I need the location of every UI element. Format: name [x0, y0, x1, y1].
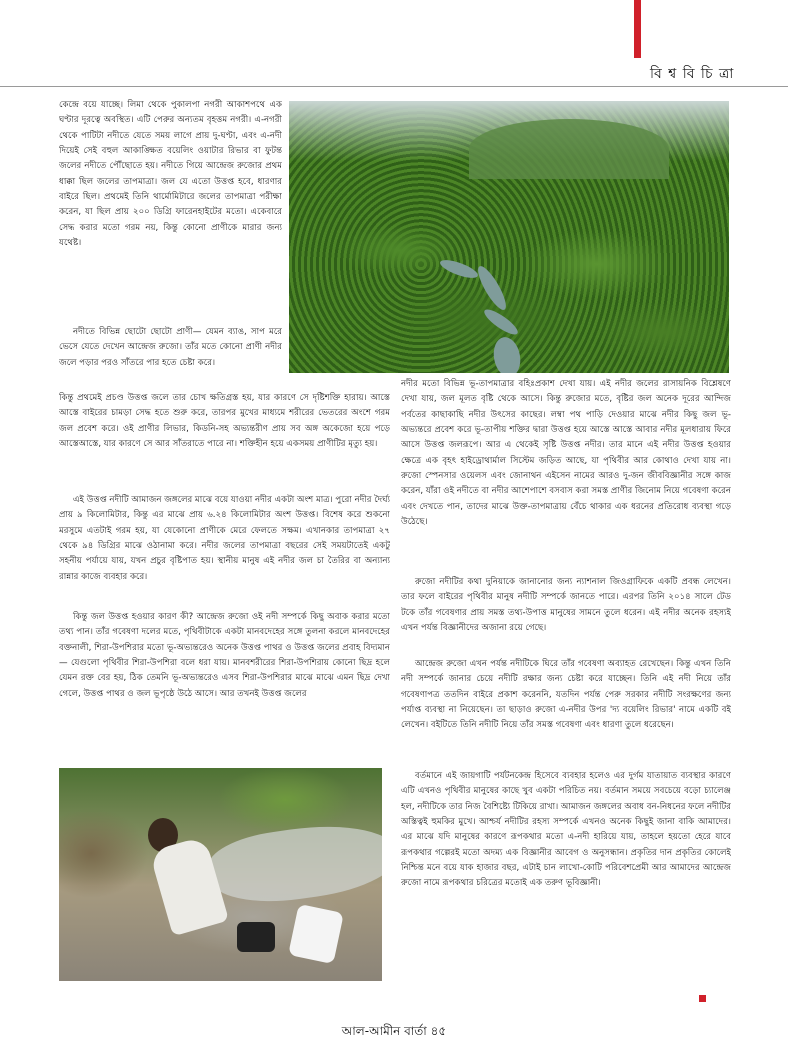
page-footer: [0, 1023, 788, 1043]
river-segment-3: [481, 306, 521, 339]
body-paragraph: কিন্তু জল উত্তপ্ত হওয়ার কারণ কী? আন্দ্রেজ রুজো ওই নদী সম্পর্কে কিছু অবাক করার মতো তথ্য পান। তাঁর গবেষণা দলের মতে, পৃথিবীটাকে একটা মানবদেহের সঙ্গে তুলনা করলে মানবদেহের বক্তনালী, শিরা-উপশিরার মতো ভূ-অভ্যন্তরেও অনেক উত্তপ্ত পাথর ও উত্তপ্ত জলের প্রবাহ বিদ্যমান— যেগুলো পৃথিবীর শিরা-উপশিরা বলে ধরা যায়। মানবশরীরের শিরা-উপশিরায় কোনো ছিদ্র হলে যেমন রক্ত বের হয়, ঠিক তেমনি ভূ-অভ্যন্তরেও এসব শিরা-উপশিরার মাঝে মাঝে এমন ছিদ্র দেখা গেলে, উত্তপ্ত পাথর ও জল ভূপৃষ্ঠে উঠে আসে। আর তখনই উত্তপ্ত জলের: [59, 612, 390, 699]
steaming-water: [205, 815, 382, 911]
page-number: ৪৫: [430, 1024, 447, 1038]
river-segment-2: [473, 263, 510, 313]
forest-river-photo: [289, 101, 729, 373]
body-paragraph: কিন্তু প্রথমেই প্রচণ্ড উত্তপ্ত জলে তার চোখ ক্ষতিগ্রস্ত হয়, যার কারণে সে দৃষ্টিশক্তি হারায়। আস্তে আস্তে বাইরের চামড়া সেদ্ধ হতে শুরু করে, তারপর মুখের মাধ্যমে শরীরের ভেতরের অংশে গরম জল প্রবেশ করে। ওই প্রাণীর লিভার, কিডনি-সহ অভ্যন্তরীণ প্রায় সব অঙ্গ অকেজো হয়ে পড়ে আস্তেআস্তে, যার কারণে সে আর সাঁতরাতে পারে না। শক্তিহীন হয়ে একসময় প্রাণীটির মৃত্যু হয়।: [59, 393, 390, 450]
body-paragraph: এই উত্তপ্ত নদীটি আমাজন জঙ্গলের মাঝে বয়ে যাওয়া নদীর একটা অংশ মাত্র। পুরো নদীর দৈর্ঘ্য প্রায় ৯ কিলোমিটার, কিন্তু এর মাঝে প্রায় ৬.২৪ কিলোমিটার অংশ উত্তপ্ত। বিশেষ করে শুকনো মরসুমে এতটাই গরম হয়, যা যেকোনো প্রাণীকে মেরে ফেলতে সক্ষম। এখানকার তাপমাত্রা ২৭ থেকে ৯৪ ডিগ্রির মাঝে ওঠানামা করে। নদীর জলের তাপমাত্রা বছরের সেই সময়টাতেই একটু সহনীয় পর্যায়ে যায়, যখন প্রচুর বৃষ্টিপাত হয়। স্থানীয় মানুষ এই নদীর জল চা তৈরির বা অন্যান্য রান্নার কাজে ব্যবহার করে।: [59, 495, 390, 582]
forest-hill: [469, 119, 669, 179]
body-paragraph: আন্দ্রেজ রুজো এখন পর্যন্ত নদীটিকে ঘিরে তাঁর গবেষণা অব্যাহত রেখেছেন। কিন্তু এখন তিনি নদী সম্পর্কে জানার চেয়ে নদীটি রক্ষার জন্য চেষ্টা করে যাচ্ছেন। তিনি এই নদী নিয়ে তাঁর গবেষণাপত্র ততদিন বাইরে প্রকাশ করেননি, যতদিন পর্যন্ত পেরু সরকার নদীটি সংরক্ষণের জন্য পর্যাপ্ত ব্যবস্থা না নিয়েছেন। তা ছাড়াও রুজো এ-নদীর উপর 'দ্য বয়েলিং রিভার' নামে একটি বই লেখেন। বইটিতে তিনি নদীটি নিয়ে তাঁর সমস্ত গবেষণা এবং ধারণা তুলে ধরেছেন।: [401, 659, 731, 731]
equipment-case: [237, 922, 275, 952]
body-paragraph: কেন্দ্রে বয়ে যাচ্ছে। লিমা থেকে পুকালপা নগরী আকাশপথে এক ঘণ্টার দূরত্বে অবস্থিত। এটি পেরুর অন্যতম বৃহত্তম নগরী। এ-নগরী থেকে পাটিটা নদীতে যেতে সময় লাগে প্রায় দু-ঘণ্টা, এবং এ-নদী দিয়েই সেই বহুল আকাঙ্ক্ষিত বয়েলিং ওয়াটার রিভার বা ফুটন্ত জলের নদীতে পৌঁছোতে হয়। নদীতে গিয়ে আন্দ্রেজ রুজোর প্রথম ধাক্কা ছিল জলের তাপমাত্রা। জল যে এতো উত্তপ্ত হবে, ধারণার বাইরে ছিল। প্রথমেই তিনি থার্মোমিটারে জলের তাপমাত্রা পরীক্ষা করেন, যা ছিল প্রায় ২০০ ডিগ্রি ফারেনহাইটের মতো। একেবারে সেদ্ধ করার মতো গরম নয়, কিন্তু কোনো প্রাণীকে মারার জন্য যথেষ্ট।: [59, 100, 282, 249]
accent-bar: [634, 0, 641, 58]
article-end-mark: [699, 995, 706, 1002]
river-segment-4: [491, 335, 524, 373]
river-segment-1: [438, 257, 480, 282]
publication-name: আল-আমীন বার্তা: [341, 1024, 427, 1038]
body-paragraph: নদীর মতো বিভিন্ন ভূ-তাপমাত্রার বহিঃপ্রকাশ দেখা যায়। এই নদীর জলের রাসায়নিক বিশ্লেষণে দেখা যায়, জল মূলত বৃষ্টি থেকে আসে। কিন্তু রুজোর মতে, বৃষ্টির জল অনেক দূরের আন্দিজ পর্বতের কাছাকাছি নদীর উৎসের কাছের। লম্বা পথ পাড়ি দেওয়ার মাঝে নদীর কিছু জল ভূ-অভ্যন্তরে প্রবেশ করে ভূ-তাপীয় শক্তির দ্বারা উত্তপ্ত হয়ে আস্তে আস্তে আবার নদীর মূলধারায় ফিরে আসে উত্তপ্ত জলরূপে। আর এ থেকেই সৃষ্টি উত্তপ্ত নদীর। তার মানে এই নদীর উত্তপ্ত হওয়ার ক্ষেত্রে এক বৃহৎ হাইড্রোথার্মাল সিস্টেম জড়িত আছে, যা পৃথিবীর আর কোথাও দেখা যায় না। রুজো স্পেনসার ওয়েলস এবং জোনাথন এইসেন নামের আরও দু-জন জীববিজ্ঞানীর সঙ্গে কাজ করেন, যাঁরা ওই নদীতে বা নদীর আশেপাশে বসবাস করা সমস্ত প্রাণীর জিনোম নিয়ে গবেষণা করেন এবং দেখতে পান, তাদের মাঝে উক্ত-তাপমাত্রায় বেঁচে থাকার এক ধরনের প্রতিরোধ ব্যবস্থা গড়ে উঠেছে।: [401, 379, 731, 528]
section-title: বি শ্ব বি চি ত্রা: [650, 66, 735, 82]
section-divider: [0, 86, 788, 87]
body-paragraph: নদীতে বিভিন্ন ছোটো ছোটো প্রাণী— যেমন ব্যাঙ, সাপ মরে ভেসে যেতে দেখেন আন্দ্রেজ রুজো। তাঁর মতে কোনো প্রাণী নদীর জলে পড়ার পরও সাঁতরে পার হতে চেষ্টা করে।: [59, 327, 282, 368]
body-paragraph: রুজো নদীটির কথা দুনিয়াকে জানানোর জন্য ন্যাশনাল জিওগ্রাফিকে একটি প্রবন্ধ লেখেন। তার ফলে বাইরের পৃথিবীর মানুষ নদীটি সম্পর্কে জানতে পারে। এরপর তিনি ২০১৪ সালে টেড টকে তাঁর গবেষণার প্রায় সমস্ত তথ্য-উপাত্ত মানুষের সামনে তুলে ধরেন। এই নদীর অনেক রহস্যই এখন পর্যন্ত বিজ্ঞানীদের অজানা রয়ে গেছে।: [401, 577, 731, 634]
body-paragraph: বর্তমানে এই জায়গাটি পর্যটনকেন্দ্র হিসেবে ব্যবহার হলেও এর দুর্গম যাতায়াত ব্যবস্থার কারণে এটি এখনও পৃথিবীর মানুষের কাছে খুব একটা পরিচিত নয়। বর্তমান সময়ে সবচেয়ে বড়ো চ্যালেঞ্জ হল, নদীটিকে তার নিজ বৈশিষ্ট্যে টিকিয়ে রাখা। আমাজন জঙ্গলের অবাধ বন-নিধনের ফলে নদীটির অস্তিত্বই হুমকির মুখে। আশ্চর্য নদীটির রহস্য সম্পর্কে এখনও অনেক কিছুই জানা বাকি আমাদের। এর মাঝে যদি মানুষের কারণে রূপকথার মতো এ-নদী হারিয়ে যায়, তাহলে হয়তো হেরে যাবে রূপকথার গল্পেরই মতো অদম্য এক বিজ্ঞানীর আবেগ ও অনুসন্ধান। প্রকৃতির দান প্রকৃতির কোলেই নিশ্চিন্ত মনে বয়ে যাক হাজার বছর, এটাই চান লাখো-কোটি পরিবেশপ্রেমী আর আমাদের আন্দ্রেজ রুজো নামে রূপকথার চরিত্রের মতোই এক তরুণ ভূবিজ্ঞানী।: [401, 771, 731, 889]
